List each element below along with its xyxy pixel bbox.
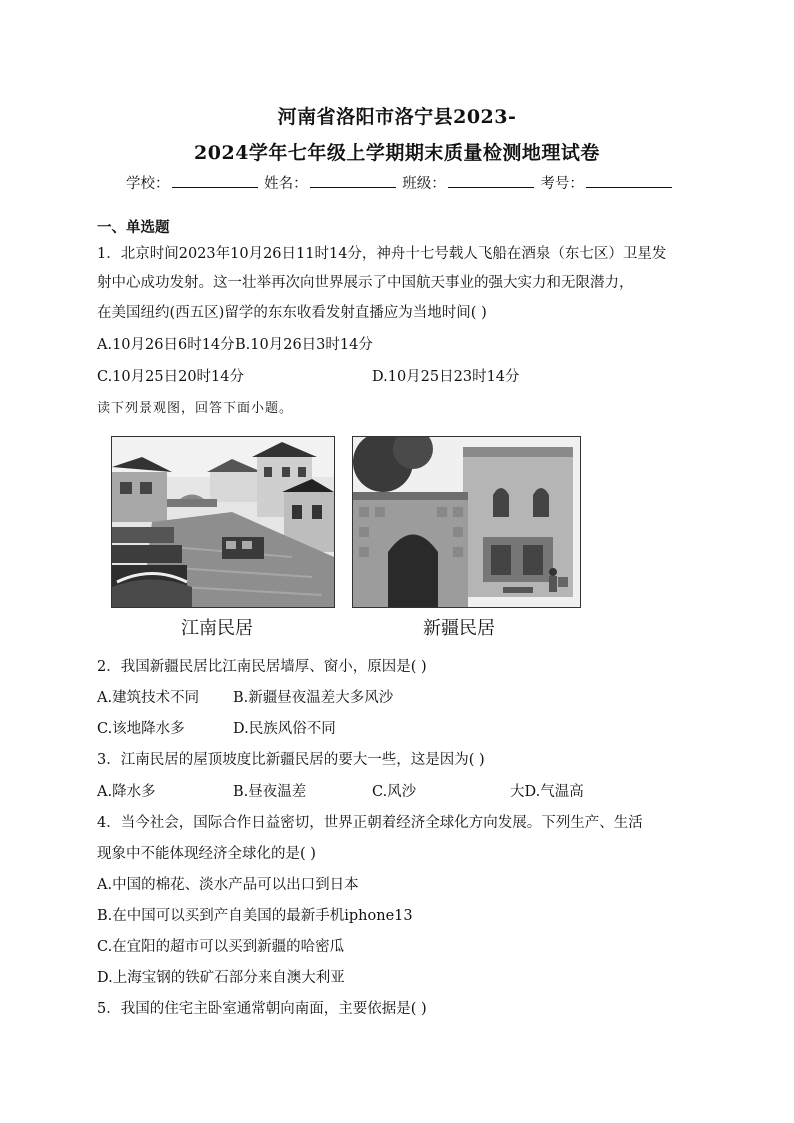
q4-option-b: B.在中国可以买到产自美国的最新手机iphone13: [97, 908, 413, 924]
q2-option-a: A.建筑技术不同: [97, 690, 200, 706]
section-heading: 一、单选题: [97, 220, 170, 236]
q4-option-c: C.在宜阳的超市可以买到新疆的哈密瓜: [97, 939, 345, 955]
q4-line2: 现象中不能体现经济全球化的是( ): [97, 846, 316, 862]
q3-stem: 3．江南民居的屋顶坡度比新疆民居的要大一些，这是因为( ): [97, 752, 485, 768]
q5-stem: 5．我国的住宅主卧室通常朝向南面，主要依据是( ): [97, 1001, 427, 1017]
q3-option-d: 大D.气温高: [510, 784, 584, 800]
number-label: 考号：: [540, 176, 584, 192]
jiangnan-caption: 江南民居: [181, 618, 253, 639]
q2-stem: 2．我国新疆民居比江南民居墙厚、窗小，原因是( ): [97, 659, 427, 675]
q4-option-d: D.上海宝钢的铁矿石部分来自澳大利亚: [97, 970, 345, 986]
q1-option-a: A.10月26日6时14分: [97, 337, 235, 353]
figure-intro: 读下列景观图，回答下面小题。: [97, 401, 294, 416]
q4-option-a: A.中国的棉花、淡水产品可以出口到日本: [97, 877, 359, 893]
q1-option-b: B.10月26日3时14分: [235, 337, 373, 353]
xinjiang-house-photo: [352, 436, 581, 608]
name-field[interactable]: [310, 175, 396, 188]
q3-option-a: A.降水多: [97, 784, 156, 800]
q2-option-d: D.民族风俗不同: [233, 721, 336, 737]
exam-title-line1: 河南省洛阳市洛宁县2023-: [277, 106, 517, 128]
q1-option-d: D.10月25日23时14分: [372, 369, 520, 385]
jiangnan-house-photo: [111, 436, 335, 608]
q1-line1: 1．北京时间2023年10月26日11时14分，神舟十七号载人飞船在酒泉（东七区）卫星发: [97, 246, 667, 262]
exam-title-line2: 2024学年七年级上学期期末质量检测地理试卷: [194, 142, 600, 164]
q1-option-c: C.10月25日20时14分: [97, 369, 244, 385]
xinjiang-caption: 新疆民居: [423, 618, 495, 639]
q1-line2: 射中心成功发射。这一壮举再次向世界展示了中国航天事业的强大实力和无限潜力，: [97, 275, 634, 291]
school-field[interactable]: [172, 175, 258, 188]
q3-option-b: B.昼夜温差: [233, 784, 307, 800]
q3-option-c: C.风沙: [372, 784, 417, 800]
class-field[interactable]: [448, 175, 534, 188]
class-label: 班级：: [402, 176, 446, 192]
student-info-row: [126, 172, 674, 193]
number-field[interactable]: [586, 175, 672, 188]
q4-line1: 4．当今社会，国际合作日益密切，世界正朝着经济全球化方向发展。下列生产、生活: [97, 815, 643, 831]
q2-option-c: C.该地降水多: [97, 721, 185, 737]
school-label: 学校：: [126, 176, 170, 192]
name-label: 姓名：: [264, 176, 308, 192]
q2-option-b: B.新疆昼夜温差大多风沙: [233, 690, 394, 706]
q1-line3: 在美国纽约(西五区)留学的东东收看发射直播应为当地时间( ): [97, 305, 487, 321]
